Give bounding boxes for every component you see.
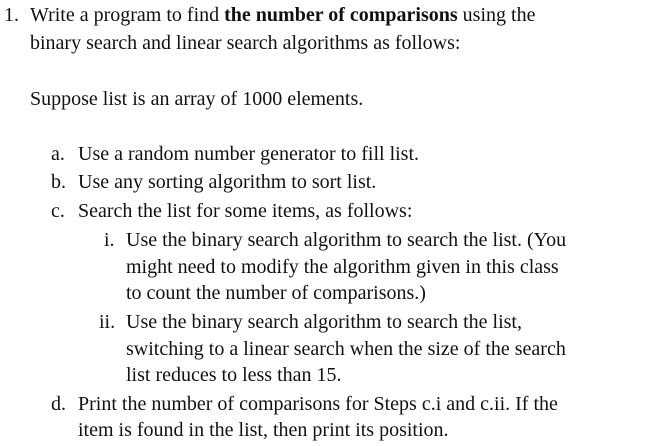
step-d-line-2: item is found in the list, then print its position. xyxy=(78,419,449,441)
question-line-2: binary search and linear search algorithms as follows: xyxy=(30,32,461,54)
step-b-text: Use any sorting algorithm to sort list. xyxy=(78,171,377,193)
question-bold-phrase: the number of comparisons xyxy=(224,4,458,26)
step-c-i-line-3: to count the number of comparisons.) xyxy=(126,282,426,304)
intro-text: Suppose list is an array of 1000 elements. xyxy=(30,88,364,110)
step-d-marker: d. xyxy=(51,393,66,415)
step-c-ii-line-1: Use the binary search algorithm to search the list, xyxy=(126,311,522,333)
step-c-i-line-1: Use the binary search algorithm to search the list. (You xyxy=(126,229,567,251)
question-number: 1. xyxy=(4,4,19,26)
step-c-ii-line-3: list reduces to less than 15. xyxy=(126,364,342,386)
step-a-marker: a. xyxy=(51,143,65,165)
step-c-ii-line-2: switching to a linear search when the size of the search xyxy=(126,338,566,360)
step-c-text: Search the list for some items, as follows: xyxy=(78,200,413,222)
step-b-marker: b. xyxy=(51,171,66,193)
step-a-text: Use a random number generator to fill list. xyxy=(78,143,420,165)
step-c-i-marker: i. xyxy=(104,229,115,251)
step-d-line-1: Print the number of comparisons for Steps c.i and c.ii. If the xyxy=(78,393,558,415)
step-c-marker: c. xyxy=(51,200,65,222)
question-line-1 xyxy=(30,2,535,28)
step-c-i-line-2: might need to modify the algorithm given in this class xyxy=(126,256,559,278)
step-c-ii-marker: ii. xyxy=(99,311,116,333)
question-text-end: using the xyxy=(457,4,536,26)
question-text-start: Write a program to find xyxy=(30,4,225,26)
